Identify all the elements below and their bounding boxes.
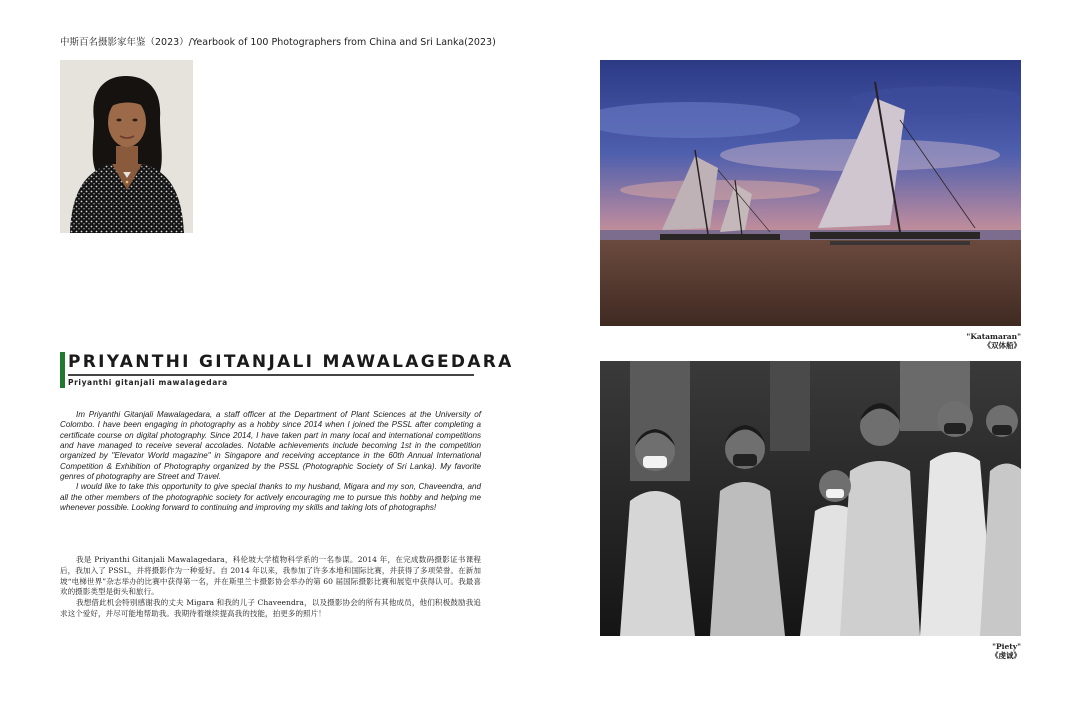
- running-header: 中斯百名摄影家年鉴（2023）/Yearbook of 100 Photographers from China and Sri Lanka(2023): [60, 37, 496, 48]
- caption-chinese: 《虔诚》: [991, 651, 1021, 660]
- caption-chinese: 《双体船》: [983, 341, 1021, 350]
- biography-chinese-paragraph: 我是 Priyanthi Gitanjali Mawalagedara，科伦坡大学植物科学系的一名参谋。2014 年，在完成数码摄影证书课程后，我加入了 PSSL，并将摄影作为一种爱好。自 2014 年以来，我参加了许多本地和国际比赛，并获得了多项荣誉。在新加坡“电梯世界”杂志举办的比赛中获得第一名，并在斯里兰卡摄影协会举办的第 60 届国际摄影比赛和展览中获得认可。我最喜欢的摄影类型是街头和旅行。: [60, 555, 481, 597]
- photo-caption-piety: [991, 642, 1021, 660]
- author-portrait: [60, 60, 193, 233]
- title-rule: [68, 374, 474, 376]
- piety-illustration: [600, 361, 1021, 636]
- author-name: PRIYANTHI GITANJALI MAWALAGEDARA: [68, 352, 514, 372]
- biography-english-paragraph: I would like to take this opportunity to give special thanks to my husband, Migara and my son, Chaveendra, and all the other members of the photographic society for actively encouraging me to pursue this hobby and helping me whenever possible. Looking forward to continuing and improving my skills and taking lots of photographs!: [60, 482, 481, 513]
- caption-english: "Katamaran": [966, 332, 1021, 341]
- portrait-illustration: [60, 60, 193, 233]
- title-accent-bar: [60, 352, 65, 388]
- caption-english: "Piety": [992, 642, 1021, 651]
- photo-katamaran: [600, 60, 1021, 326]
- author-name-subtitle: Priyanthi gitanjali mawalagedara: [68, 378, 228, 387]
- photo-caption-katamaran: [966, 332, 1021, 350]
- biography-english-paragraph: Im Priyanthi Gitanjali Mawalagedara, a staff officer at the Department of Plant Sciences at the University of Colombo. I have been engaging in photography as a hobby since 2014 when I joined the PSSL after completing a certificate course on digital photography. Since 2014, I have taken part in many local and international competitions and have managed to receive several accolades. Notable achievements include becoming 1st in the competition organized by "Elevator World magazine" in Singapore and receiving acceptance in the 60th Annual International Competition & Exhibition of Photography organized by the PSSL (Photographic Society of Sri Lanka). My favorite genres of photography are Street and Travel.: [60, 410, 481, 482]
- katamaran-illustration: [600, 60, 1021, 326]
- biography-english: [60, 410, 481, 513]
- biography-chinese: [60, 555, 481, 620]
- biography-chinese-paragraph: 我想借此机会特别感谢我的丈夫 Migara 和我的儿子 Chaveendra，以及摄影协会的所有其他成员，他们积极鼓励我追求这个爱好，并尽可能地帮助我。我期待着继续提高我的技能，拍更多的照片！: [60, 598, 481, 618]
- photo-piety: [600, 361, 1021, 636]
